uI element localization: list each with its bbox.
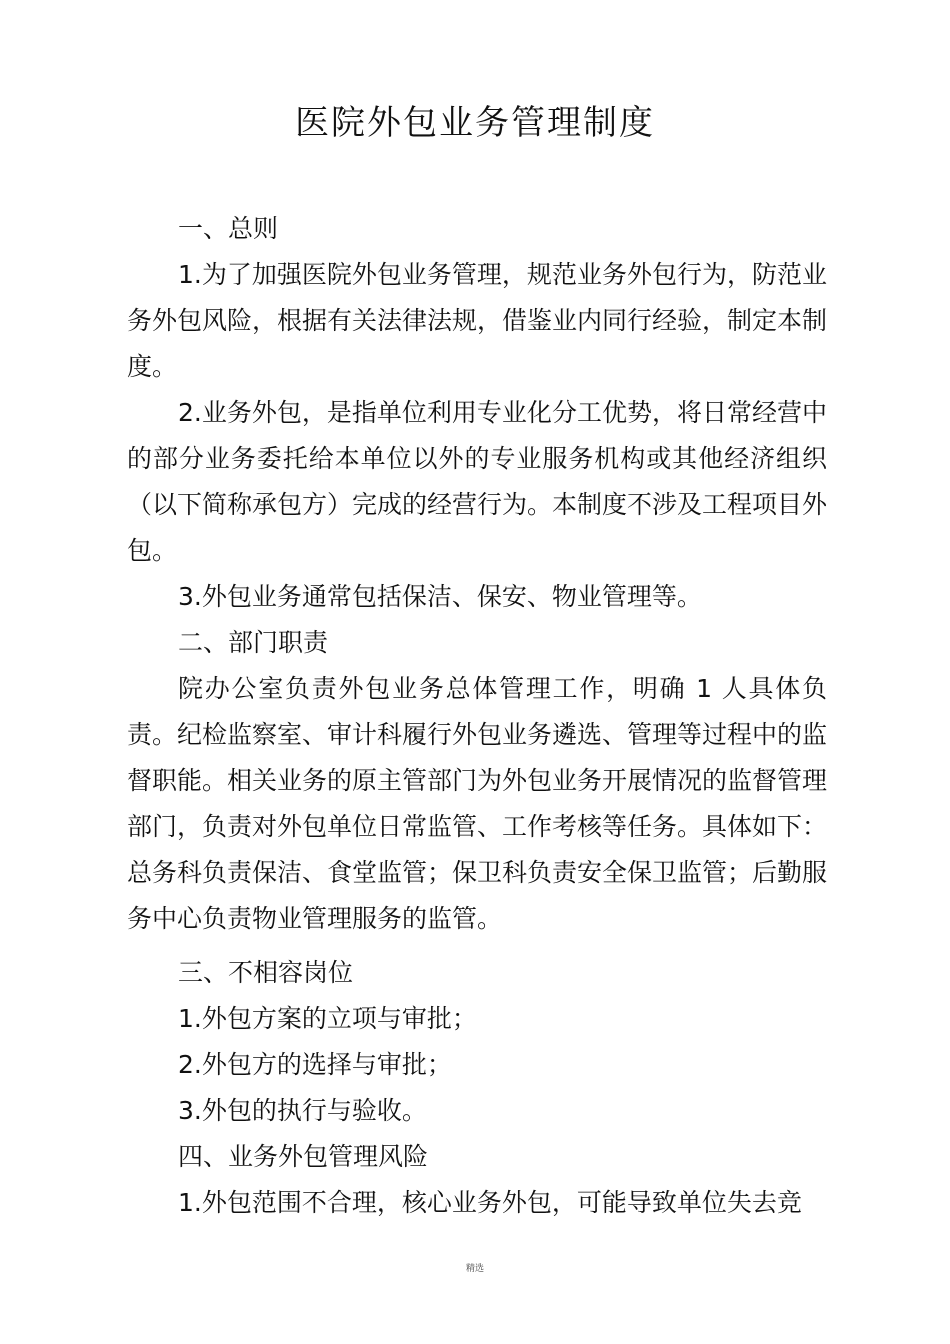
paragraph: 1.为了加强医院外包业务管理，规范业务外包行为，防范业务外包风险，根据有关法律法规，借鉴业内同行经验，制定本制度。 [127, 260, 828, 381]
paragraph: 2.外包方的选择与审批； [178, 1050, 452, 1079]
section-heading: 二、部门职责 [178, 628, 329, 657]
section-heading: 四、业务外包管理风险 [178, 1142, 429, 1171]
page-footer: 精选 [465, 1264, 484, 1274]
document-body [127, 206, 827, 1226]
paragraph: 1.外包方案的立项与审批； [178, 1004, 477, 1033]
paragraph: 2.业务外包，是指单位利用专业化分工优势，将日常经营中的部分业务委托给本单位以外的专业服务机构或其他经济组织（以下简称承包方）完成的经营行为。本制度不涉及工程项目外包。 [127, 398, 828, 565]
section-heading: 三、不相容岗位 [178, 958, 354, 987]
paragraph: 3.外包业务通常包括保洁、保安、物业管理等。 [178, 582, 702, 611]
document-title: 医院外包业务管理制度 [295, 103, 655, 143]
section-heading: 一、总则 [178, 214, 279, 243]
paragraph: 1.外包范围不合理，核心业务外包，可能导致单位失去竞 [178, 1188, 802, 1217]
paragraph: 院办公室负责外包业务总体管理工作，明确 1 人具体负责。纪检监察室、审计科履行外包业务遴选、管理等过程中的监督职能。相关业务的原主管部门为外包业务开展情况的监督管理部门，负责对外包单位日常监管、工作考核等任务。具体如下：总务科负责保洁、食堂监管；保卫科负责安全保卫监管；后勤服务中心负责物业管理服务的监管。 [127, 674, 828, 933]
paragraph: 3.外包的执行与验收。 [178, 1096, 427, 1125]
